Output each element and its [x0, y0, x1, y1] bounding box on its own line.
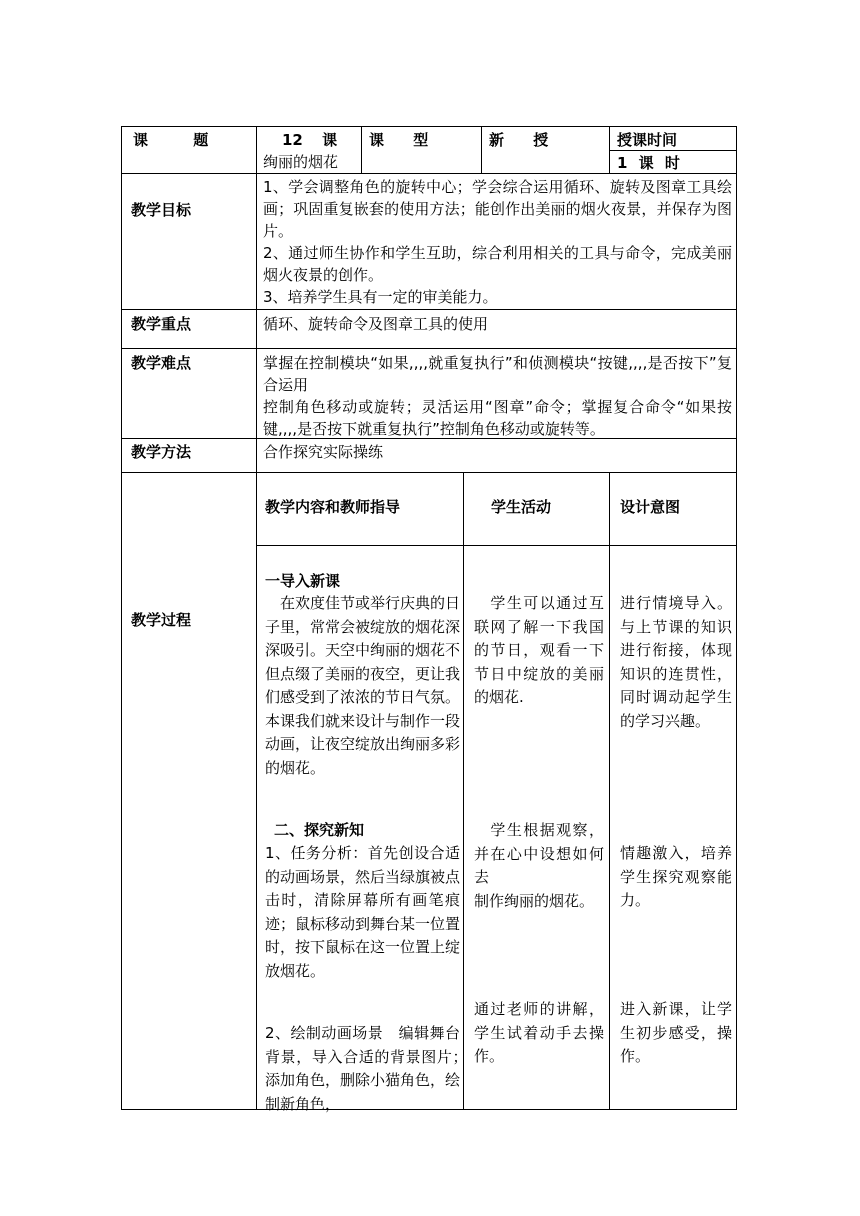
col-student-header: 学生活动 — [491, 498, 552, 516]
section1-title: 一导入新课 — [265, 572, 341, 590]
section3-design: 进入新课，让学生初步感受，操作。 — [620, 1000, 732, 1065]
type-label: 课 型 — [369, 131, 429, 149]
key-text: 循环、旋转命令及图章工具的使用 — [263, 315, 489, 333]
objectives-text: 1、学会调整角色的旋转中心；学会综合运用循环、旋转及图章工具绘画；巩固重复嵌套的使用方法；能创作出美丽的烟火夜景，并保存为图片。 2、通过师生协作和学生互助，综合利用相关的工具与命令，完成美丽烟火夜景的创作。 3、培养学生具有一定的审美能力。 — [263, 178, 732, 306]
objectives-label: 教学目标 — [131, 201, 192, 219]
section1-design: 进行情境导入。与上节课的知识进行衔接，体现知识的连贯性，同时调动起学生的学习兴趣。 — [620, 594, 732, 730]
method-text: 合作探究实际操练 — [263, 443, 384, 461]
section2-design: 情趣激入，培养学生探究观察能力。 — [620, 844, 732, 909]
section1-text: 在欢度佳节或举行庆典的日子里，常常会被绽放的烟花深深吸引。天空中绚丽的烟花不但点缀了美丽的夜空，更让我们感受到了浓浓的节日气氛。本课我们就来设计与制作一段动画，让夜空绽放出绚丽多彩的烟花。 — [265, 594, 461, 777]
col-design-header: 设计意图 — [620, 498, 681, 516]
section3-student: 通过老师的讲解，学生试着动手去操作。 — [474, 1000, 604, 1065]
time-label: 授课时间 — [617, 131, 678, 149]
section2-text: 1、任务分析：首先创设合适的动画场景，然后当绿旗被点击时，清除屏幕所有画笔痕迹；鼠标移动到舞台某一位置时，按下鼠标在这一位置上绽放烟花。 — [265, 844, 461, 980]
time-value: 1 课 时 — [617, 154, 680, 172]
key-label: 教学重点 — [131, 315, 192, 333]
course-label: 课 题 — [133, 131, 209, 149]
process-label: 教学过程 — [131, 611, 192, 629]
type-value: 新 授 — [489, 131, 549, 149]
difficulty-label: 教学难点 — [131, 354, 192, 372]
course-title: 绚丽的烟花 — [263, 153, 339, 171]
col-content-header: 教学内容和教师指导 — [265, 498, 401, 516]
objectives-label-cell — [121, 173, 257, 310]
section2-student: 学生根据观察，并在心中设想如何去 制作绚丽的烟花。 — [474, 821, 604, 910]
process-label-cell — [121, 472, 257, 1110]
section3-text: 2、绘制动画场景 编辑舞台背景，导入合适的背景图片； 添加角色，删除小猫角色，绘制新角色， — [265, 1024, 476, 1113]
section2-title: 二、探究新知 — [274, 821, 365, 839]
difficulty-text: 掌握在控制模块“如果,,,,就重复执行”和侦测模块“按键,,,,是否按下”复合运用 控制角色移动或旋转；灵活运用“图章”命令；掌握复合命令“如果按键,,,,是否按下就重复执行”控制角色移动或旋转等。 — [263, 354, 732, 438]
section1-student: 学生可以通过互联网了解一下我国的节日，观看一下节日中绽放的美丽的烟花. — [474, 594, 604, 706]
method-label: 教学方法 — [131, 443, 192, 461]
course-number: 12 课 — [282, 131, 338, 149]
